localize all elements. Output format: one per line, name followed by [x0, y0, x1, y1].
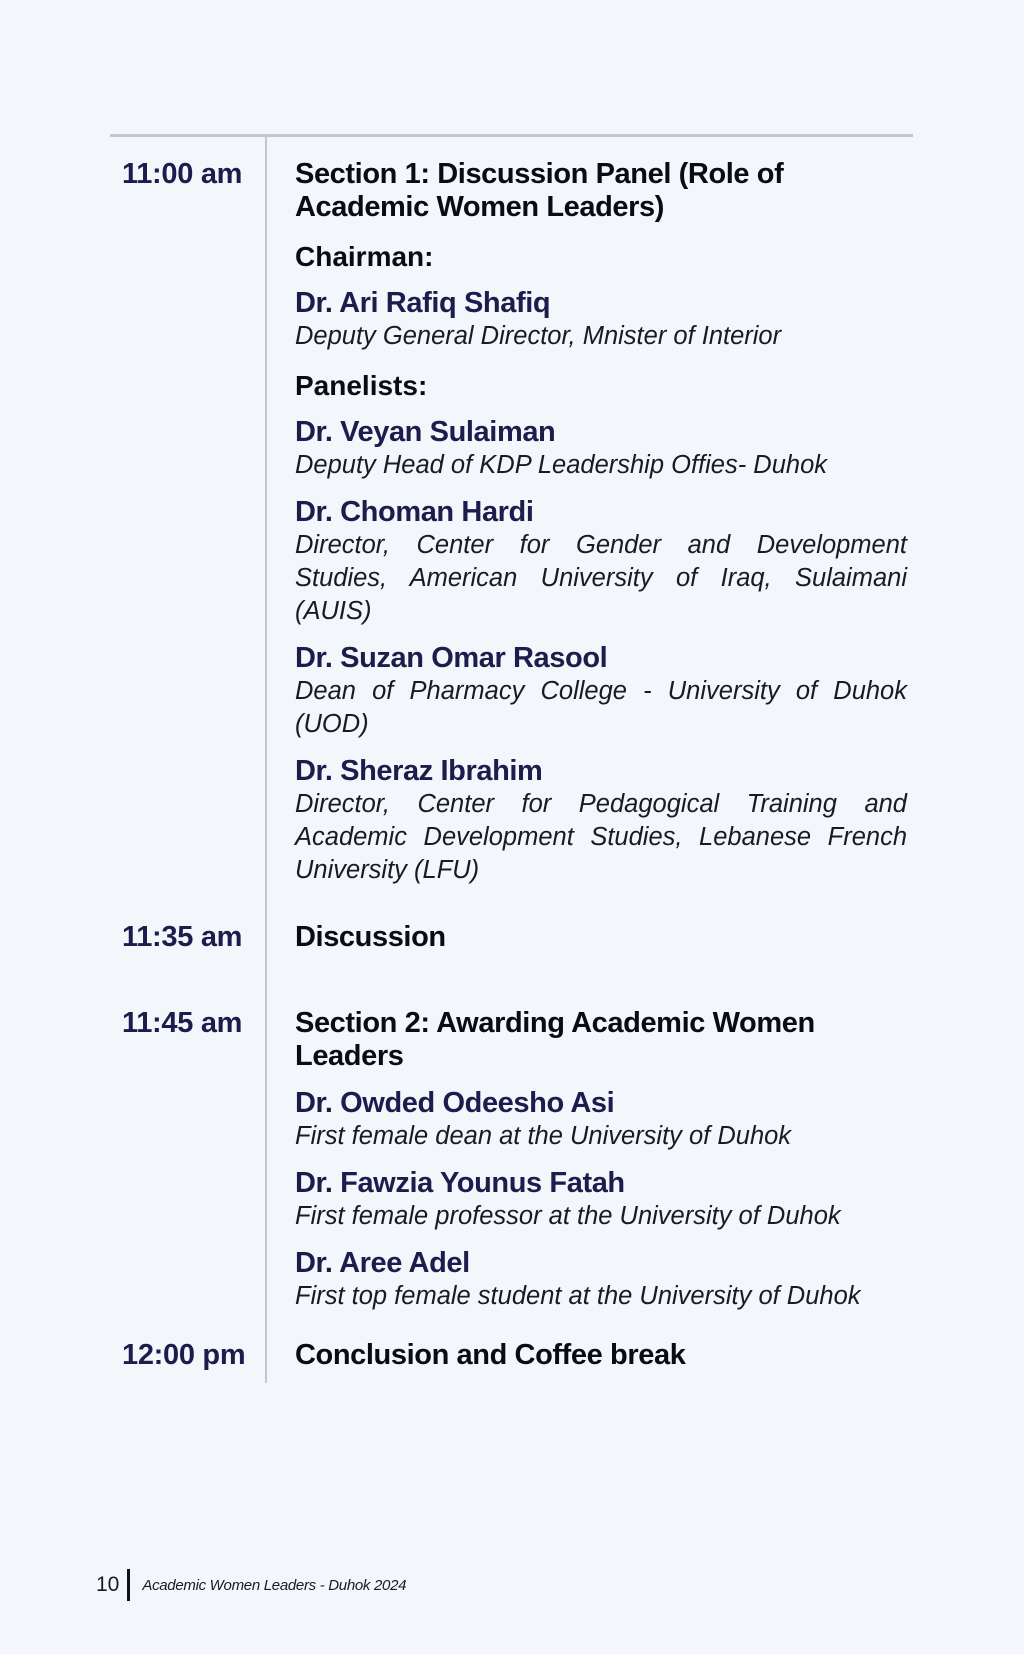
person-name: Dr. Veyan Sulaiman — [295, 416, 556, 448]
session-3 — [295, 1007, 907, 1313]
person-role: Deputy Head of KDP Leadership Offies- Duhok — [295, 451, 828, 479]
person-name: Dr. Ari Rafiq Shafiq — [295, 287, 551, 319]
top-divider — [110, 134, 913, 137]
person-role: Dean of Pharmacy College - University of Duhok (UOD) — [295, 677, 907, 738]
person-name: Dr. Choman Hardi — [295, 496, 534, 528]
chairman-label: Chairman: — [295, 241, 434, 272]
session-2-title: Discussion — [295, 921, 446, 953]
person-name: Dr. Aree Adel — [295, 1247, 470, 1279]
person-role: First top female student at the University of Duhok — [295, 1282, 861, 1310]
panelist-entry — [295, 755, 907, 887]
panelist-entry — [295, 416, 907, 482]
person-role: Director, Center for Gender and Development Studies, American University of Iraq, Sulaimani (AUIS) — [295, 531, 907, 625]
time-slot-2: 11:35 am — [122, 921, 243, 953]
session-2 — [295, 921, 907, 954]
awardee-entry — [295, 1247, 907, 1313]
person-name: Dr. Sheraz Ibrahim — [295, 755, 543, 787]
time-column-divider — [265, 137, 267, 1383]
page-footer — [96, 1568, 406, 1602]
awardee-entry — [295, 1167, 907, 1233]
person-role: First female dean at the University of Duhok — [295, 1122, 792, 1150]
chairman-entry — [295, 287, 907, 353]
session-4-title: Conclusion and Coffee break — [295, 1339, 686, 1371]
session-1 — [295, 158, 907, 887]
person-role: Deputy General Director, Mnister of Interior — [295, 322, 782, 350]
person-name: Dr. Suzan Omar Rasool — [295, 642, 608, 674]
time-slot-3: 11:45 am — [122, 1007, 243, 1039]
person-role: Director, Center for Pedagogical Training and Academic Development Studies, Lebanese French University (LFU) — [295, 790, 907, 884]
panelists-label: Panelists: — [295, 370, 428, 401]
session-4 — [295, 1339, 907, 1372]
session-1-title: Section 1: Discussion Panel (Role of Academic Women Leaders) — [295, 158, 784, 223]
panelist-entry — [295, 496, 907, 628]
panelist-entry — [295, 642, 907, 741]
awardee-entry — [295, 1087, 907, 1153]
session-3-title: Section 2: Awarding Academic Women Leaders — [295, 1007, 815, 1072]
time-slot-1: 11:00 am — [122, 158, 243, 190]
person-name: Dr. Fawzia Younus Fatah — [295, 1167, 625, 1199]
person-name: Dr. Owded Odeesho Asi — [295, 1087, 615, 1119]
publication-title: Academic Women Leaders - Duhok 2024 — [142, 1576, 407, 1594]
person-role: First female professor at the University of Duhok — [295, 1202, 841, 1230]
page-number: 10 — [96, 1573, 120, 1596]
footer-divider — [127, 1569, 130, 1601]
time-slot-4: 12:00 pm — [122, 1339, 246, 1371]
